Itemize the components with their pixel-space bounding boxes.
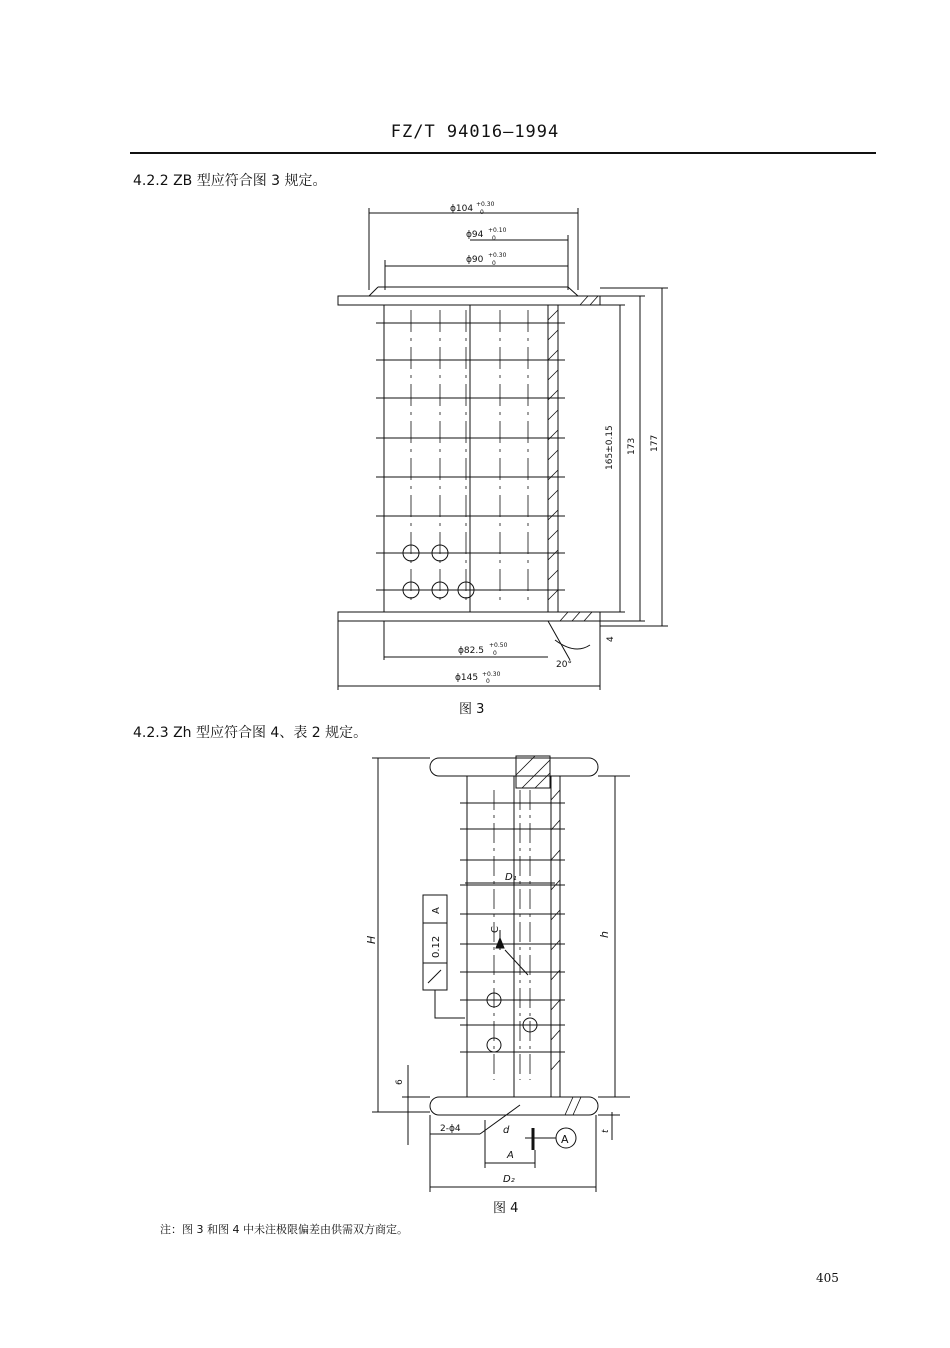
figure-4-caption: 图 4 <box>493 1201 519 1216</box>
dim-h173: 173 <box>627 437 637 455</box>
dim-d145: ϕ145 <box>455 673 479 683</box>
page-number: 405 <box>816 1271 839 1285</box>
dim-6: 6 <box>395 1079 405 1085</box>
dim-d94: ϕ94 <box>466 230 484 240</box>
dim-h165: 165±0.15 <box>605 425 615 470</box>
dim-d90: ϕ90 <box>466 255 484 265</box>
tol-d90: +0.30 <box>488 252 507 259</box>
tol-d145-lower: 0 <box>486 678 490 685</box>
dim-h177: 177 <box>650 434 660 452</box>
header-rule <box>130 152 876 154</box>
label-c: C <box>490 926 501 933</box>
tol-d94: +0.10 <box>488 227 507 234</box>
clause-4-2-3: 4.2.3 Zh 型应符合图 4、表 2 规定。 <box>133 725 368 741</box>
tol-d82-lower: 0 <box>493 650 497 657</box>
tol-box-value: 0.12 <box>431 935 442 958</box>
tol-d104-lower: 0 <box>480 209 484 216</box>
note-text: 注：图 3 和图 4 中未注极限偏差由供需双方商定。 <box>160 1223 408 1236</box>
standard-code-header: FZ/T 94016—1994 <box>390 122 560 142</box>
dim-d82: ϕ82.5 <box>458 646 484 656</box>
clause-4-2-2: 4.2.2 ZB 型应符合图 3 规定。 <box>133 173 327 189</box>
label-d: d <box>503 1125 510 1136</box>
label-t: t <box>601 1129 611 1133</box>
tol-d94-lower: 0 <box>492 235 496 242</box>
label-a: A <box>507 1150 514 1161</box>
label-d2: D₂ <box>503 1174 515 1185</box>
label-H: H <box>365 935 378 944</box>
figure-3-drawing <box>325 195 685 695</box>
figure-3-caption: 图 3 <box>459 702 485 717</box>
tol-d90-lower: 0 <box>492 260 496 267</box>
datum-a: A <box>561 1133 569 1146</box>
tol-d145: +0.30 <box>482 671 501 678</box>
label-d1: D₁ <box>505 872 517 883</box>
tol-box-datum: A <box>431 907 442 914</box>
angle-20: 20° <box>556 660 572 670</box>
label-holes: 2-ϕ4 <box>440 1124 461 1134</box>
dim-4: 4 <box>606 636 616 642</box>
label-h: h <box>598 931 611 938</box>
tol-d104: +0.30 <box>476 201 495 208</box>
figure-4-drawing <box>365 748 665 1198</box>
dim-d104: ϕ104 <box>450 204 474 214</box>
tol-d82: +0.50 <box>489 642 508 649</box>
